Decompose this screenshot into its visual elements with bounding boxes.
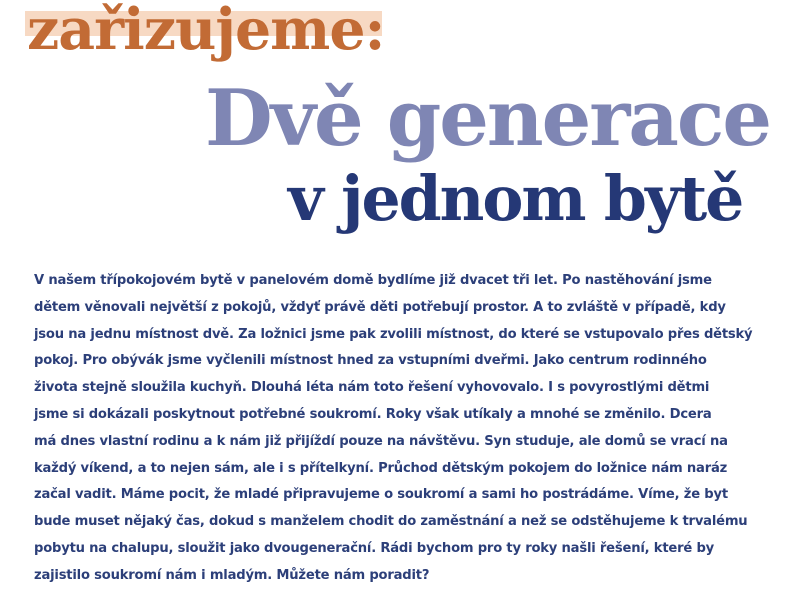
article-line: jsme si dokázali poskytnout potřebné soukromí. Roky však utíkaly a mnohé se změnilo. Dcera [34, 406, 712, 422]
article-line: jsou na jednu místnost dvě. Za ložnici jsme pak zvolili místnost, do které se vstupovalo přes dětský [34, 326, 753, 342]
article-line: bude muset nějaký čas, dokud s manželem chodit do zaměstnání a než se odstěhujeme k trvalému [34, 514, 748, 530]
article-line: pokoj. Pro obývák jsme vyčlenili místnost hned za vstupními dveřmi. Jako centrum rodinného [34, 353, 707, 369]
article-line: každý víkend, a to nejen sám, ale i s přítelkyní. Průchod dětským pokojem do ložnice nám naráz [34, 460, 728, 476]
headline-line-1: Dvě generace [205, 73, 770, 164]
article-line: V našem třípokojovém bytě v panelovém domě bydlíme již dvacet tři let. Po nastěhování jsme [34, 273, 712, 288]
article-line: dětem věnovali největší z pokojů, vždyť právě děti potřebují prostor. A to zvláště v případě, kdy [34, 299, 726, 315]
article-line: má dnes vlastní rodinu a k nám již přijíždí pouze na návštěvu. Syn studuje, ale domů se vrací na [34, 433, 728, 449]
article-body [34, 268, 752, 590]
article-line: pobytu na chalupu, sloužit jako dvougenerační. Rádi bychom pro ty roky našli řešení, které by [34, 540, 714, 556]
article-line: zajistilo soukromí nám i mladým. Můžete nám poradit? [34, 567, 430, 583]
headline-line-2: v jednom bytě [288, 162, 743, 235]
article-line: začal vadit. Máme pocit, že mladé připravujeme o soukromí a sami ho postrádáme. Víme, že byt [34, 487, 728, 503]
section-kicker: zařizujeme: [27, 0, 385, 63]
article-line: života stejně sloužila kuchyň. Dlouhá léta nám toto řešení vyhovovalo. I s povyrostlými dětmi [34, 380, 710, 396]
